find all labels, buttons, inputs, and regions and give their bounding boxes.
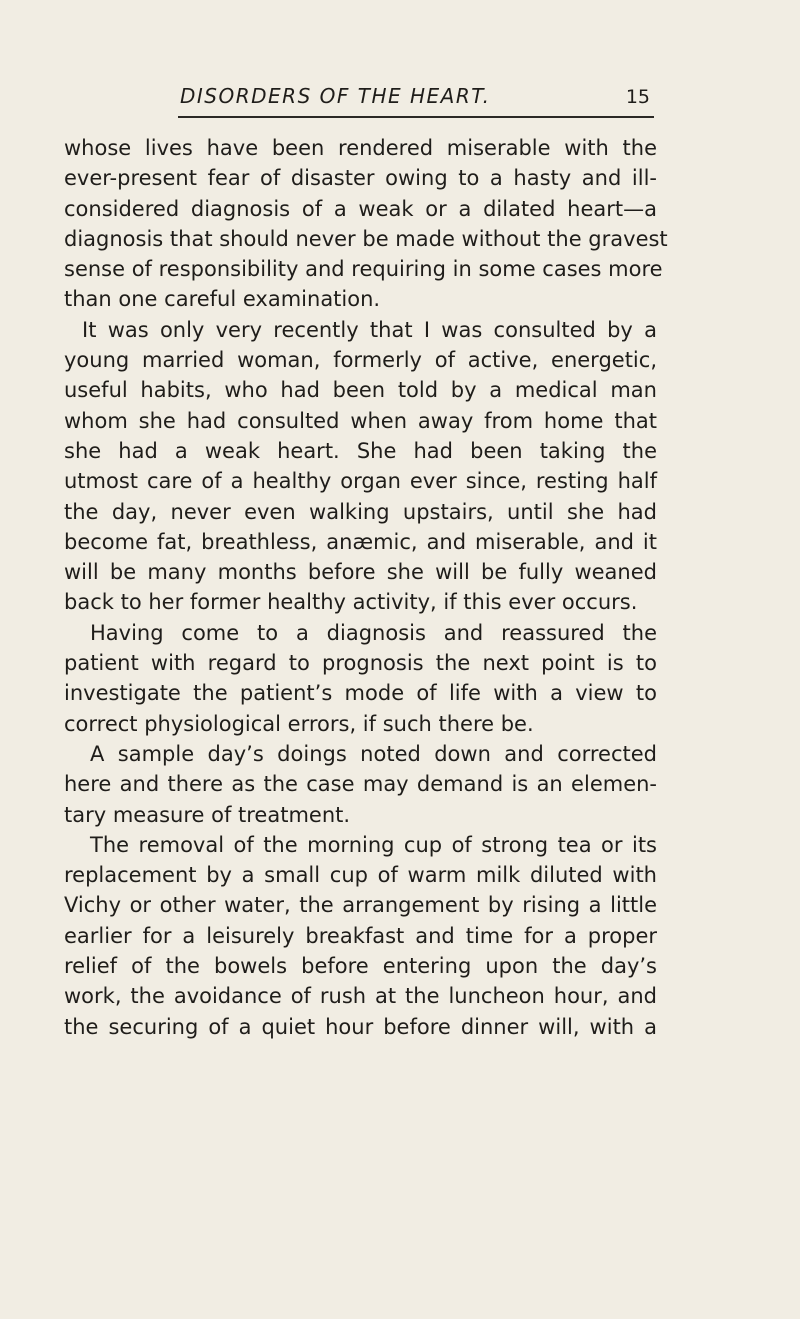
text-line: than one careful examination. bbox=[64, 287, 381, 312]
text-line: earlier for a leisurely breakfast and time for a proper bbox=[64, 923, 657, 948]
text-line: utmost care of a healthy organ ever since, resting half bbox=[64, 469, 657, 494]
text-line: young married woman, formerly of active, energetic, bbox=[64, 348, 657, 373]
text-line: will be many months before she will be fully weaned bbox=[64, 560, 657, 585]
text-line: patient with regard to prognosis the next point is to bbox=[64, 651, 657, 676]
text-line: sense of responsibility and requiring in some cases more bbox=[64, 257, 663, 282]
text-line: here and there as the case may demand is an elemen- bbox=[64, 772, 657, 797]
text-line: become fat, breathless, anæmic, and miserable, and it bbox=[64, 529, 657, 554]
text-line: back to her former healthy activity, if this ever occurs. bbox=[64, 590, 638, 615]
text-line: ever-present fear of disaster owing to a hasty and ill- bbox=[64, 166, 657, 191]
text-line: replacement by a small cup of warm milk diluted with bbox=[64, 863, 657, 888]
text-line: diagnosis that should never be made without the gravest bbox=[64, 226, 668, 251]
text-line: she had a weak heart. She had been taking the bbox=[64, 438, 657, 463]
body-text bbox=[64, 133, 668, 1042]
running-title: DISORDERS OF THE HEART. bbox=[180, 84, 491, 108]
text-line: investigate the patient’s mode of life with a view to bbox=[64, 681, 657, 706]
text-line: A sample day’s doings noted down and corrected bbox=[90, 741, 657, 766]
text-line: the securing of a quiet hour before dinner will, with a bbox=[64, 1014, 657, 1039]
text-line: whom she had consulted when away from home that bbox=[64, 408, 657, 433]
running-header bbox=[180, 84, 650, 108]
text-line: whose lives have been rendered miserable with the bbox=[64, 136, 657, 160]
text-line: correct physiological errors, if such there be. bbox=[64, 711, 534, 736]
text-line: Having come to a diagnosis and reassured the bbox=[90, 620, 657, 645]
page-number: 15 bbox=[625, 86, 650, 108]
text-line: It was only very recently that I was consulted by a bbox=[82, 317, 657, 342]
text-line: tary measure of treatment. bbox=[64, 802, 351, 827]
text-line: useful habits, who had been told by a medical man bbox=[64, 378, 657, 403]
text-line: Vichy or other water, the arrangement by rising a little bbox=[64, 893, 657, 918]
text-line: work, the avoidance of rush at the luncheon hour, and bbox=[64, 984, 657, 1009]
text-line: relief of the bowels before entering upon the day’s bbox=[64, 954, 657, 979]
text-line: The removal of the morning cup of strong tea or its bbox=[90, 832, 657, 857]
header-rule bbox=[178, 116, 654, 118]
text-line: the day, never even walking upstairs, until she had bbox=[64, 499, 657, 524]
text-line: considered diagnosis of a weak or a dilated heart—a bbox=[64, 196, 657, 221]
